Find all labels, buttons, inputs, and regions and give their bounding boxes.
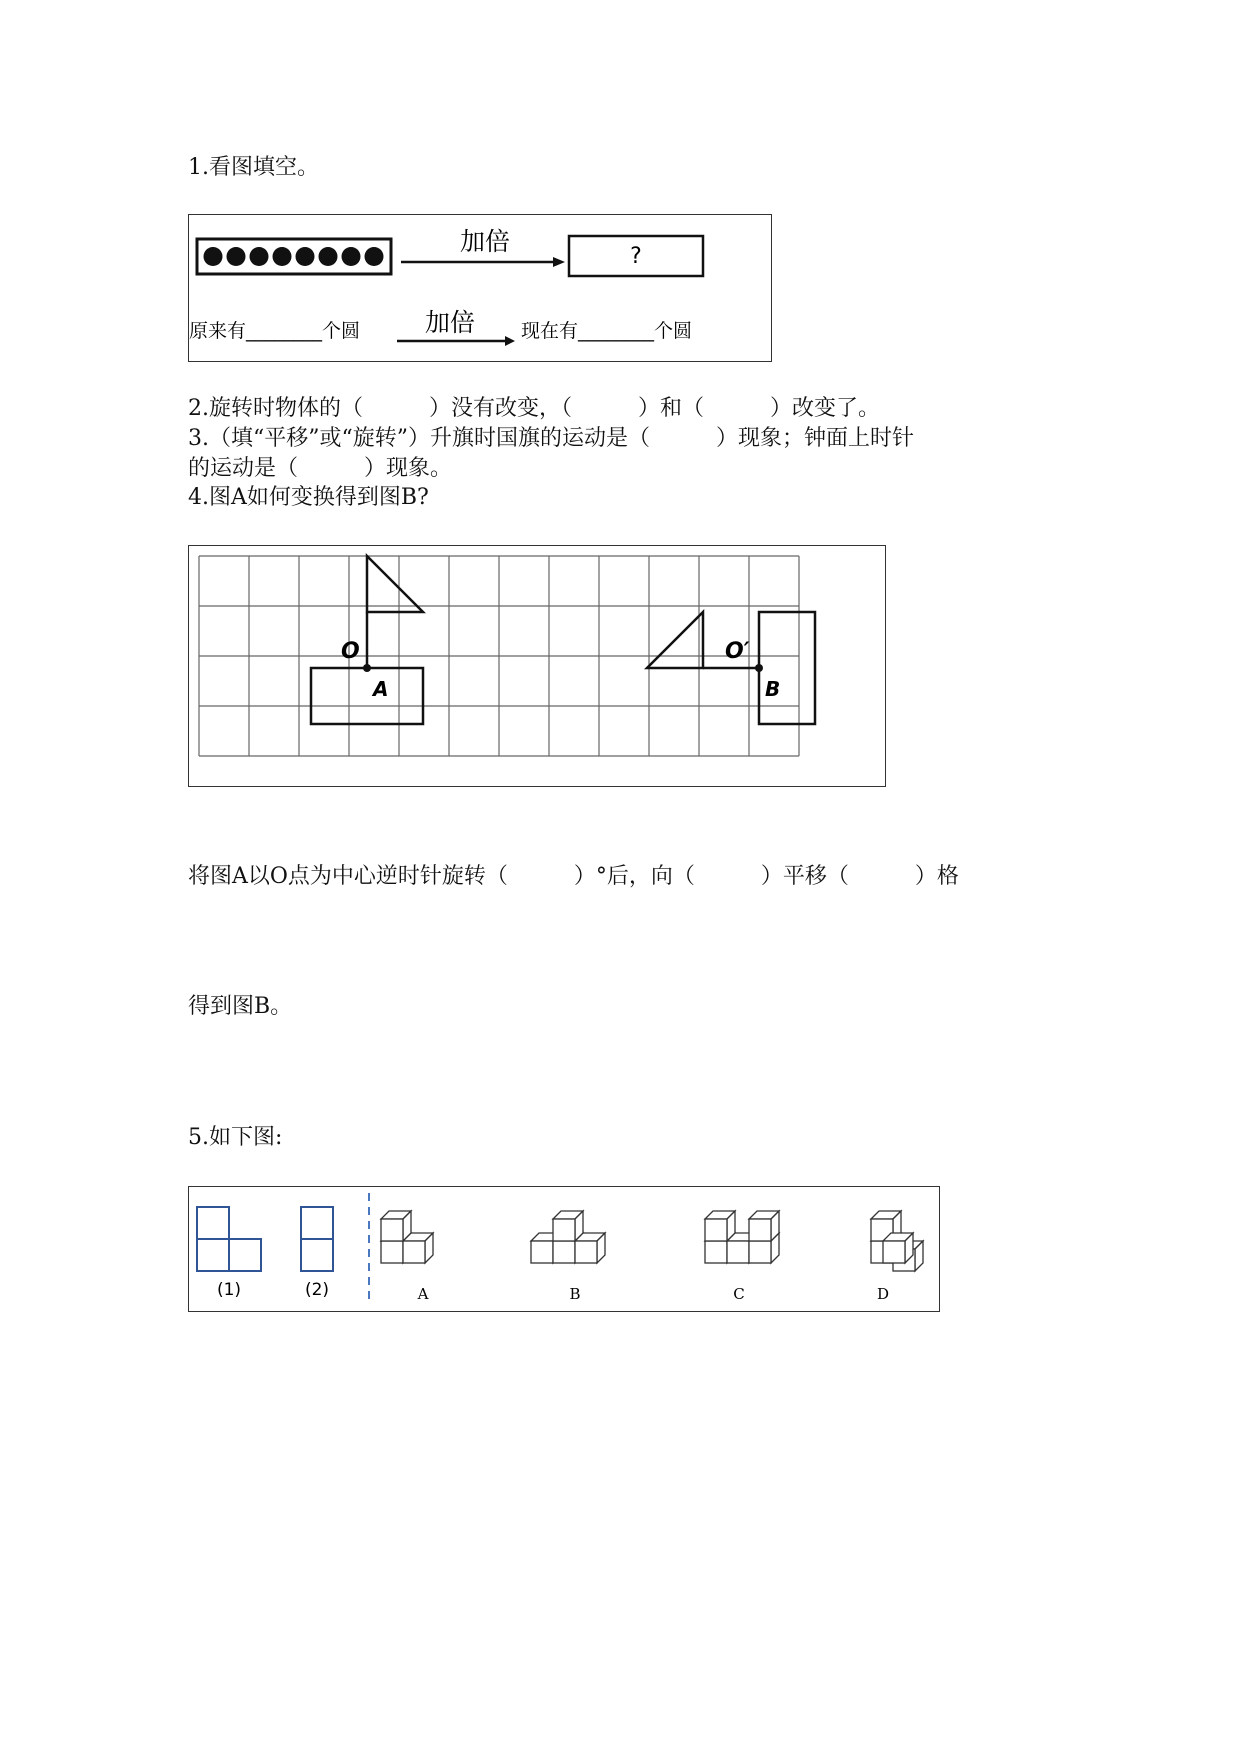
point-o [363, 664, 371, 672]
cube [403, 1233, 433, 1263]
circle-dot [365, 247, 384, 266]
q3-line-1: 3.（填“平移”或“旋转”）升旗时国旗的运动是（ ）现象；钟面上时针 [188, 426, 914, 451]
figure-b-rectangle [759, 612, 815, 724]
cube-options [381, 1211, 923, 1271]
q5-figure [188, 1186, 940, 1312]
figure-b-triangle [647, 612, 703, 668]
label-o: O [341, 639, 360, 664]
label-a: A [373, 677, 389, 701]
circle-dot [273, 247, 292, 266]
q4-answer-line-2: 得到图B。 [188, 994, 293, 1019]
circle-dot [319, 247, 338, 266]
q2-text: 2.旋转时物体的（ ）没有改变，（ ）和（ ）改变了。 [188, 396, 880, 421]
current-count-text: 现在有________个圆 [521, 320, 693, 342]
cube [883, 1233, 913, 1263]
circle-dot [204, 247, 223, 266]
q5-title: 5.如下图: [188, 1125, 283, 1150]
view-2-shape [301, 1207, 333, 1271]
cube [749, 1211, 779, 1241]
view-1-shape [197, 1207, 261, 1271]
cube [575, 1233, 605, 1263]
q4-grid-diagram [189, 546, 885, 786]
option-a-label: A [417, 1285, 429, 1303]
q4-grid-figure [188, 545, 886, 787]
circle-dot [342, 247, 361, 266]
q4-title: 4.图A如何变换得到图B? [188, 485, 429, 510]
q1-diagram [189, 215, 771, 361]
option-b-label: B [569, 1285, 581, 1303]
point-o-prime [755, 664, 763, 672]
double-arrow-head [553, 257, 565, 267]
cube [553, 1211, 583, 1241]
q4-answer-line-1: 将图A以O点为中心逆时针旋转（ ）°后，向（ ）平移（ ）格 [188, 864, 959, 889]
option-c-label: C [733, 1285, 745, 1303]
circle-dot [250, 247, 269, 266]
original-count-text: 原来有________个圆 [189, 320, 361, 342]
circle-dot [227, 247, 246, 266]
double-label: 加倍 [459, 227, 511, 256]
q3-line-2: 的运动是（ ）现象。 [188, 456, 453, 481]
q1-title: 1.看图填空。 [188, 155, 319, 180]
question-mark: ? [630, 244, 642, 269]
figure-a-triangle [367, 556, 423, 612]
original-circles-box [197, 239, 391, 274]
label-b: B [765, 677, 781, 701]
figure-a-rectangle [311, 668, 423, 724]
view-2-label: (2) [304, 1280, 330, 1300]
label-o-prime: O′ [725, 639, 750, 664]
grid-lines [199, 556, 799, 756]
q5-diagram [189, 1187, 939, 1311]
circle-dot [296, 247, 315, 266]
q1-figure [188, 214, 772, 362]
cube [381, 1211, 411, 1241]
view-1-label: (1) [216, 1280, 242, 1300]
bottom-arrow-head [505, 336, 515, 346]
bottom-double-label: 加倍 [424, 308, 476, 337]
cube [705, 1211, 735, 1241]
circle-dots [204, 247, 384, 266]
option-d-label: D [876, 1285, 890, 1303]
